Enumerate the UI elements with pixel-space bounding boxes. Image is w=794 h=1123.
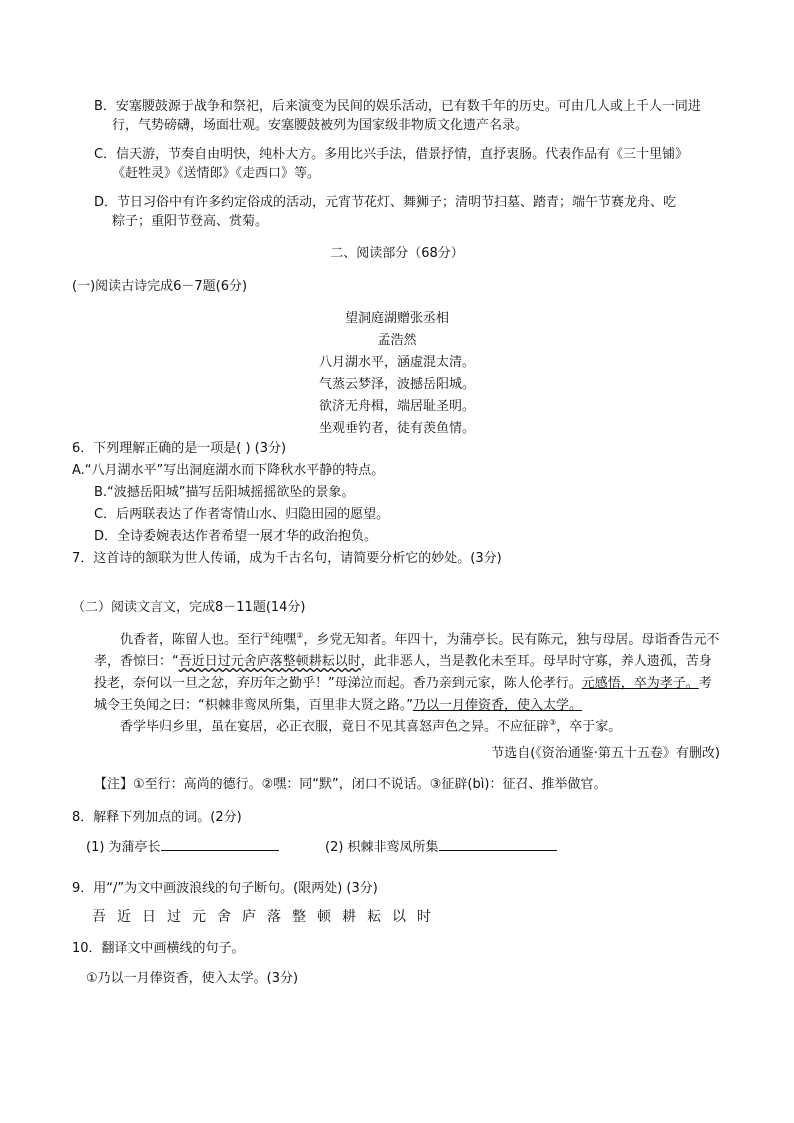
answer-blank[interactable]: [439, 838, 557, 851]
q8-stem: 8．解释下列加点的词。(2分): [72, 810, 242, 825]
char: 元: [192, 909, 206, 925]
char: 过: [167, 909, 181, 925]
char: 庐: [242, 909, 256, 925]
note-marker: ②: [296, 631, 304, 640]
q9-char-row: [92, 906, 442, 926]
poem-title: 望洞庭湖赠张丞相: [344, 311, 449, 326]
q8-item-1-label: (1) 为蒲亭长: [86, 840, 161, 855]
q8-item-2-label: (2) 枳棘非鸾凤所集: [325, 840, 439, 855]
q6-option-A: A.“八月湖水平”写出洞庭湖水而下降秋水平静的特点。: [72, 463, 385, 478]
text-seg: ，卒于家。: [556, 719, 622, 735]
annotation-note: 【注】①至行：高尚的德行。②嘿：同“默”，闭口不说话。③征辟(bì)：征召、推举做官。: [94, 777, 607, 792]
q6-stem: 6．下列理解正确的是一项是( ) (3分): [72, 441, 287, 456]
q7-stem: 7．这首诗的颔联为世人传诵，成为千古名句，请简要分析它的妙处。(3分): [72, 551, 502, 566]
section-title: 二、阅读部分（68分）: [330, 246, 464, 261]
poem-author: 孟浩然: [377, 333, 417, 348]
poem-line: 八月湖水平，涵虚混太清。: [318, 355, 475, 370]
classical-text-para2: [94, 712, 724, 738]
part1-heading: (一)阅读古诗完成6－7题(6分): [72, 279, 248, 294]
underlined-sentence-2: 乃以一月俸资香，使入太学。: [412, 698, 582, 714]
option-D-line2: 粽子；重阳节登高、赏菊。: [112, 214, 269, 229]
poem-line: 坐观垂钓者，徒有羡鱼情。: [318, 421, 475, 436]
text-seg: 纯嘿: [270, 632, 297, 648]
q8-item-2: [325, 836, 557, 855]
classical-text-para1: [94, 625, 724, 717]
char: 耕: [342, 909, 356, 925]
q6-option-B: B.“波撼岳阳城”描写岳阳城摇摇欲坠的景象。: [94, 485, 355, 500]
char: 时: [417, 909, 431, 925]
option-C-line1: C．信天游，节奏自由明快，纯朴大方。多用比兴手法，借景抒情，直抒衷肠。代表作品有《三十里铺》: [94, 147, 689, 162]
part2-heading: （二）阅读文言文，完成8－11题(14分): [72, 600, 306, 615]
char: 以: [392, 909, 406, 925]
char: 日: [142, 909, 156, 925]
char: 舍: [217, 909, 231, 925]
text-seg: 香学毕归乡里，虽在宴居，必正衣服，竟日不见其喜怒声色之异。不应征辟: [120, 719, 550, 735]
option-D-line1: D．节日习俗中有许多约定俗成的活动，元宵节花灯、舞狮子；清明节扫墓、踏青；端午节赛龙舟、吃: [94, 195, 677, 210]
q10-item-1: ①乃以一月俸资香，使入太学。(3分): [86, 971, 299, 986]
char: 耘: [367, 909, 381, 925]
poem-line: 气蒸云梦泽，波撼岳阳城。: [318, 377, 475, 392]
underlined-sentence-1: 元感悟，卒为孝子。: [581, 676, 699, 692]
text-seg: ，此非恶人，当是教化未至耳。母早时守寡，养人遗孤，苦身投老，奈何以一旦之忿，弃历年之勤乎！”母涕泣而起。香乃亲到元家，陈人伦孝行。: [94, 654, 712, 692]
text-seg: 考城令王奂闻之曰：“枳棘非鸾凤所集，百里非大贤之路。”: [94, 676, 712, 714]
note-marker: ③: [549, 718, 557, 727]
text-seg: 仇香者，陈留人也。至行: [120, 632, 264, 648]
char: 近: [117, 909, 131, 925]
poem: [0, 308, 794, 440]
char: 顿: [317, 909, 331, 925]
option-B-line2: 行，气势磅礴，场面壮观。安塞腰鼓被列为国家级非物质文化遗产名录。: [112, 118, 529, 133]
note-marker: ①: [263, 631, 271, 640]
q9-stem: 9．用“/”为文中画波浪线的句子断句。(限两处) (3分): [72, 881, 378, 896]
char: 落: [267, 909, 281, 925]
source-note: 节选自(《资治通鉴·第五十五卷》有删改): [491, 746, 720, 761]
text-seg: ，乡党无知者。年四十，为蒲亭长。民有陈元，独与母居。母诣香告元不孝，香惊曰：“: [94, 632, 720, 670]
option-B-line1: B．安塞腰鼓源于战争和祭祀，后来演变为民间的娱乐活动，已有数千年的历史。可由几人或上千人一同进: [94, 99, 701, 114]
answer-blank[interactable]: [161, 838, 279, 851]
wavy-sentence: 吾近日过元舍庐落整顿耕耘以时: [178, 654, 361, 670]
char: 吾: [92, 909, 106, 925]
char: 整: [292, 909, 306, 925]
poem-line: 欲济无舟楫，端居耻圣明。: [318, 399, 475, 414]
q8-item-1: [86, 836, 279, 855]
q6-option-C: C．后两联表达了作者寄情山水、归隐田园的愿望。: [94, 507, 390, 522]
option-C-line2: 《赶牲灵》《送情郎》《走西口》等。: [112, 166, 321, 181]
q6-option-D: D．全诗委婉表达作者希望一展才华的政治抱负。: [94, 529, 378, 544]
q10-stem: 10．翻译文中画横线的句子。: [72, 941, 245, 956]
